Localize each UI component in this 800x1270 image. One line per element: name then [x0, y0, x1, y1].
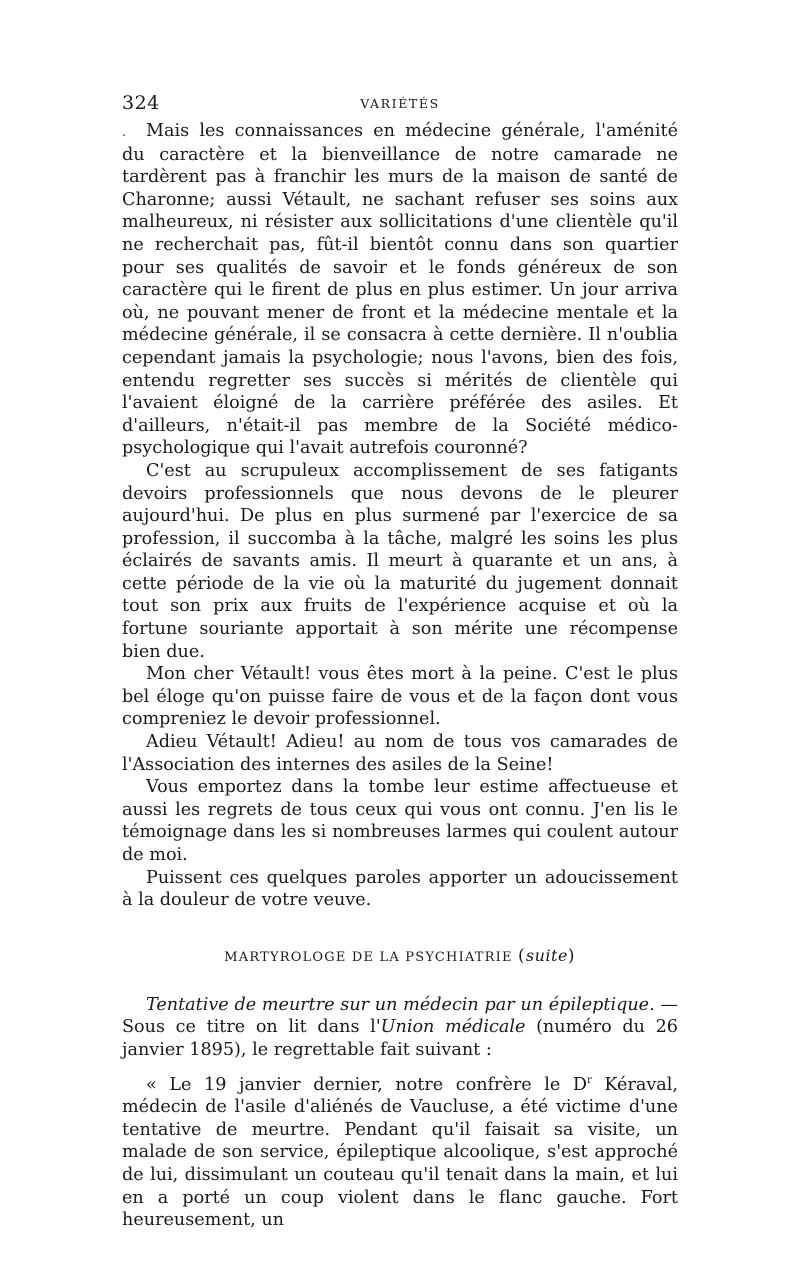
paragraph-mark: . [122, 125, 126, 139]
paragraph: Adieu Vétault! Adieu! au nom de tous vos camarades de l'Association des internes des asiles de la Seine! [122, 732, 678, 775]
article-title: Tentative de meurtre sur un médecin par un épileptique. [146, 994, 655, 1015]
section-heading-title: MARTYROLOGE DE LA PSYCHIATRIE [224, 949, 513, 965]
body-text [122, 120, 678, 1232]
paragraph: Mon cher Vétault! vous êtes mort à la peine. C'est le plus bel éloge qu'on puisse faire de vous et de la façon dont vous compreniez le devoir professionnel. [122, 664, 678, 730]
book-page [122, 92, 678, 1232]
section-heading: MARTYROLOGE DE LA PSYCHIATRIE (suite) [224, 945, 576, 966]
paragraph: C'est au scrupuleux accomplissement de ses fatigants devoirs professionnels que nous devons de le pleurer aujourd'hui. De plus en plus surmené par l'exercice de sa profession, il succomba à la tâche, malgré les soins les plus éclairés de savants amis. Il meurt à quarante et un ans, à cette période de la vie où la maturité du jugement donnait tout son prix aux fruits de l'expérience acquise et où la fortune souriante apportait à son mérite une récompense bien due. [122, 460, 678, 662]
page-number: 324 [122, 92, 160, 114]
paragraph: Puissent ces quelques paroles apporter un adoucissement à la douleur de votre veuve. [122, 867, 678, 911]
intro-paragraph: Tentative de meurtre sur un médecin par un épileptique. — Sous ce titre on lit dans l'Union médicale (numéro du 26 janvier 1895), le regrettable fait suivant : [122, 994, 678, 1060]
running-header [122, 92, 678, 120]
journal-name: Union médicale [380, 1017, 526, 1038]
quotation [122, 1074, 678, 1232]
paragraph: Vous emportez dans la tombe leur estime affectueuse et aussi les regrets de tous ceux qui vous ont connu. J'en lis le témoignage dans les si nombreuses larmes qui coulent autour de moi. [122, 777, 678, 865]
paragraph: . Mais les connaissances en médecine générale, l'aménité du caractère et la bienveillance de notre camarade ne tardèrent pas à franchir les murs de la maison de santé de Charonne; aussi Vétault, ne sachant refuser ses soins aux malheureux, ni résister aux sollicitations d'une clientèle qu'il ne recherchait pas, fût-il bientôt connu dans son quartier pour ses qualités de savoir et le fonds généreux de son caractère qui le firent de plus en plus estimer. Un jour arriva où, ne pouvant mener de front et la médecine mentale et la médecine générale, il se consacra à cette dernière. Il n'oublia cependant jamais la psychologie; nous l'avons, bien des fois, entendu regretter ses succès si mérités de clientèle qui l'avaient éloigné de la carrière préférée des asiles. Et d'ailleurs, n'était-il pas membre de la Société médico-psychologique qui l'avait autrefois couronné? [122, 121, 678, 459]
quote-paragraph: « Le 19 janvier dernier, notre confrère le $D^r$ Kéraval, médecin de l'asile d'aliénés de Vaucluse, a été victime d'une tentative de meurtre. Pendant qu'il faisait sa visite, un malade de son service, épileptique alcoolique, s'est approché de lui, dissimulant un couteau qu'il tenait dans la main, et lui en a porté un coup violent dans le flanc gauche. Fort heureusement, un [122, 1074, 678, 1231]
section-heading-suite: suite [525, 945, 568, 965]
section-running-title: VARIÉTÉS [360, 96, 440, 111]
